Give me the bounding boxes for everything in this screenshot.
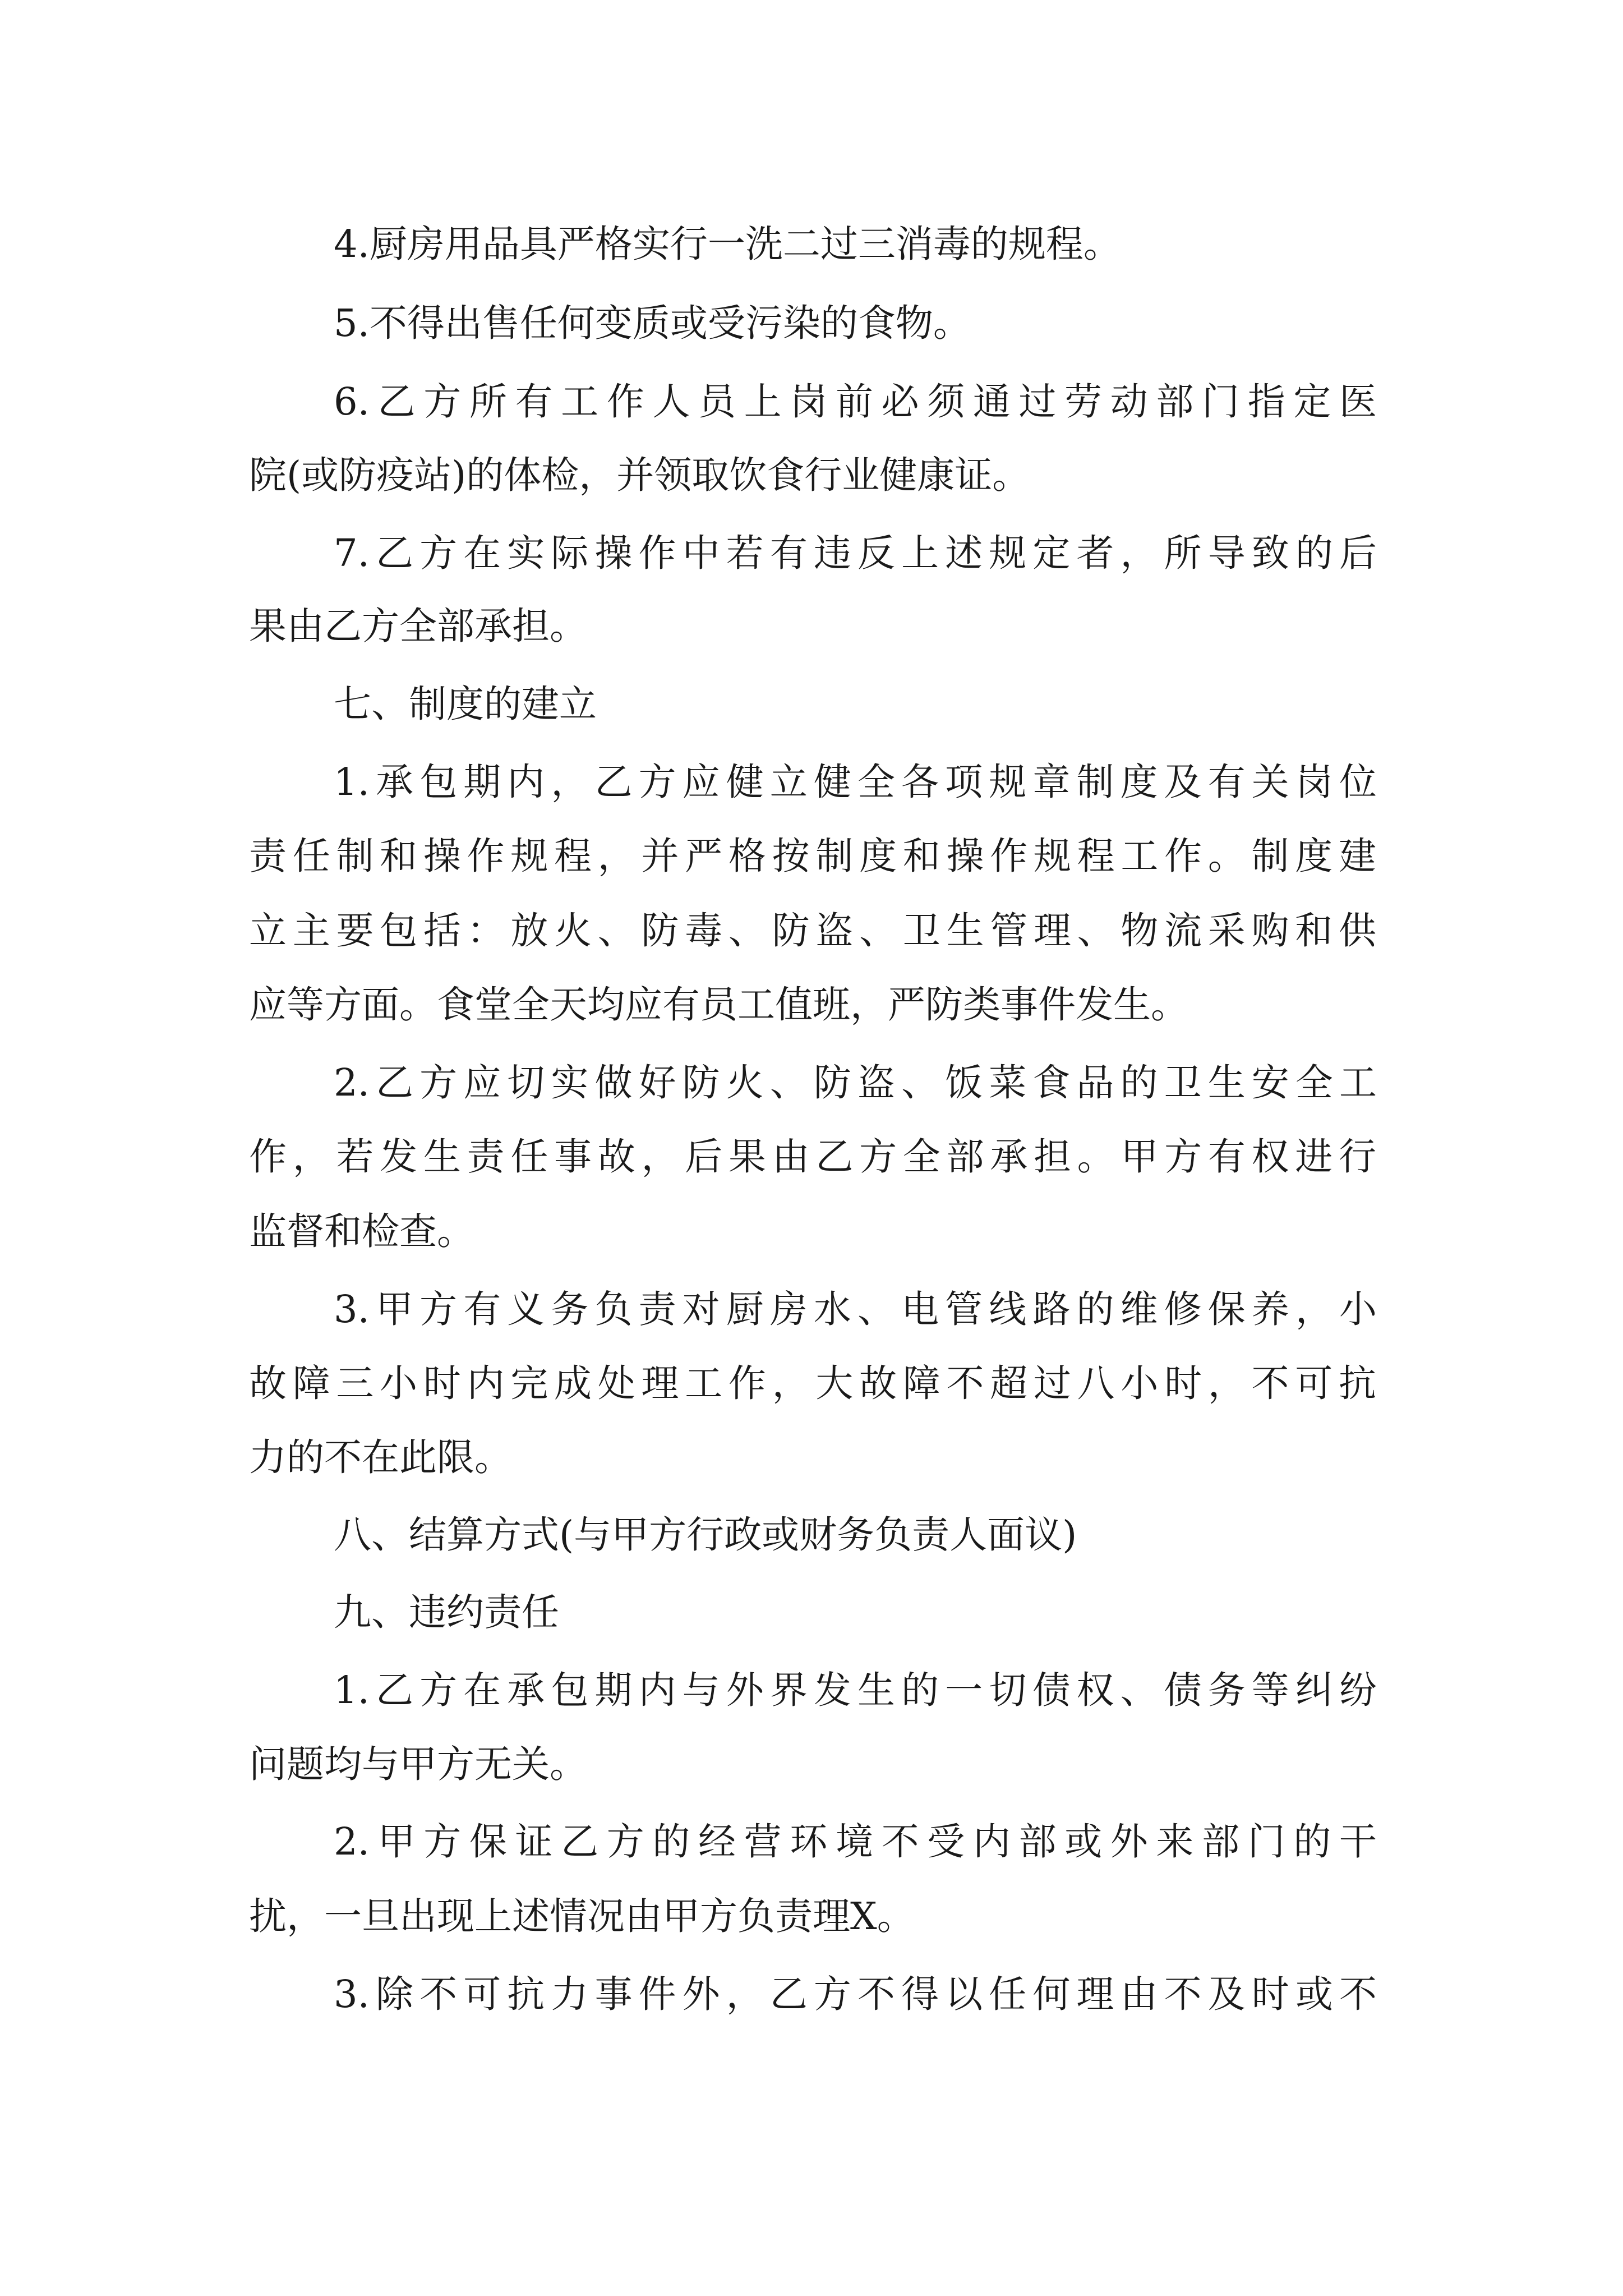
text-line: 果由乙方全部承担。 [249, 604, 587, 648]
section-heading: 九、违约责任 [334, 1590, 559, 1634]
text-line: 力的不在此限。 [249, 1435, 512, 1479]
section-heading: 八、结算方式(与甲方行政或财务负责人面议) [334, 1513, 1077, 1557]
text-line: 立主要包括：放火、防毒、防盗、卫生管理、物流采购和供 [249, 909, 1376, 953]
text-line: 应等方面。食堂全天均应有员工值班，严防类事件发生。 [249, 983, 1188, 1027]
text-line: 4.厨房用品具严格实行一洗二过三消毒的规程。 [334, 222, 1121, 266]
text-line: 6.乙方所有工作人员上岗前必须通过劳动部门指定医 [334, 380, 1377, 424]
section-heading: 七、制度的建立 [334, 682, 597, 726]
text-line: 1.乙方在承包期内与外界发生的一切债权、债务等纠纷 [334, 1668, 1377, 1712]
text-line: 1.承包期内，乙方应健立健全各项规章制度及有关岗位 [334, 760, 1377, 804]
text-line: 院(或防疫站)的体检，并领取饮食行业健康证。 [249, 453, 1030, 497]
text-line: 监督和检查。 [249, 1209, 474, 1253]
text-line: 扰，一旦出现上述情况由甲方负责理X。 [249, 1894, 915, 1938]
text-line: 2.乙方应切实做好防火、防盗、饭菜食品的卫生安全工 [334, 1061, 1377, 1105]
text-line: 责任制和操作规程，并严格按制度和操作规程工作。制度建 [249, 834, 1376, 878]
text-line: 7.乙方在实际操作中若有违反上述规定者，所导致的后 [334, 531, 1377, 575]
text-line: 问题均与甲方无关。 [249, 1742, 587, 1786]
text-line: 3.除不可抗力事件外，乙方不得以任何理由不及时或不 [334, 1972, 1377, 2016]
text-line: 5.不得出售任何变质或受污染的食物。 [334, 301, 971, 345]
text-line: 作，若发生责任事故，后果由乙方全部承担。甲方有权进行 [249, 1135, 1376, 1179]
text-line: 故障三小时内完成处理工作，大故障不超过八小时，不可抗 [249, 1361, 1376, 1405]
text-line: 2.甲方保证乙方的经营环境不受内部或外来部门的干 [334, 1820, 1377, 1864]
text-line: 3.甲方有义务负责对厨房水、电管线路的维修保养，小 [334, 1287, 1377, 1331]
